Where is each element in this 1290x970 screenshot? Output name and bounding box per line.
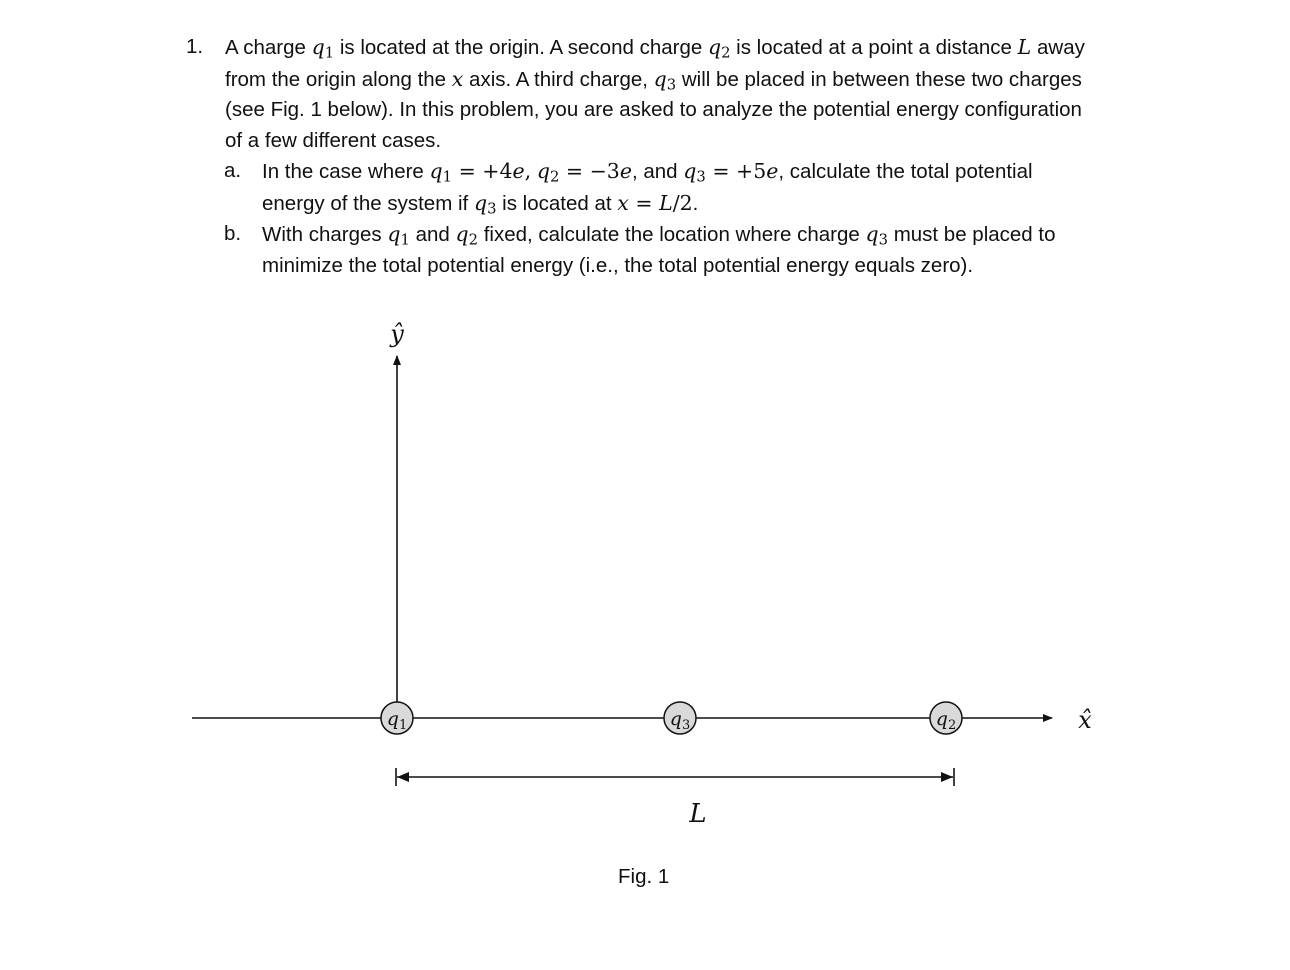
- part-a-label: a.: [224, 159, 242, 182]
- math-q1: $q_1$: [387, 222, 410, 249]
- text-fragment: is located at the origin. A second charge: [339, 36, 703, 59]
- figure-caption: Fig. 1: [618, 865, 670, 888]
- math-comma: ,: [524, 159, 532, 183]
- math-q1: $q_1$: [311, 35, 335, 62]
- math-equals: =: [635, 190, 653, 215]
- math-q3: $q_3$: [683, 159, 706, 186]
- intro-line-3: (see Fig. 1 below). In this problem, you are asked to analyze the potential energy configuration: [225, 98, 1082, 121]
- math-e: e: [619, 159, 632, 183]
- charge-q2: [930, 702, 962, 734]
- text-fragment: from the origin along the: [225, 67, 447, 91]
- text-fragment: energy of the system if: [262, 191, 469, 215]
- math-q3: $q_3$: [473, 190, 497, 218]
- math-x: x: [451, 66, 464, 91]
- math-q2: $q_2$: [707, 35, 731, 62]
- charge-q3: [664, 702, 696, 734]
- text-fragment: is located at: [502, 191, 612, 215]
- math-q2: $q_2$: [536, 159, 560, 186]
- text-fragment: , calculate the total potential: [778, 160, 1033, 183]
- charge-q3-label: $q_3$: [669, 708, 691, 733]
- math-eq-q3: = +5: [712, 159, 767, 183]
- text-fragment: .: [692, 191, 699, 215]
- text-fragment: must be placed to: [893, 223, 1056, 246]
- math-e: e: [512, 159, 525, 183]
- charge-q1-label: $q_1$: [386, 708, 408, 733]
- math-x: x: [617, 190, 629, 215]
- math-L: L: [1017, 35, 1032, 59]
- text-fragment: , and: [631, 160, 678, 183]
- math-eq-q1: = +4: [458, 159, 513, 183]
- math-q3: $q_3$: [865, 222, 888, 249]
- dimension-arrow-right: [941, 772, 953, 782]
- x-axis-label: x̂: [1078, 706, 1092, 734]
- distance-label: L: [689, 799, 707, 829]
- text-fragment: fixed, calculate the location where charge: [483, 223, 860, 246]
- charge-q1: [381, 702, 413, 734]
- part-b-label: b.: [224, 222, 242, 245]
- text-fragment: With charges: [262, 223, 382, 246]
- charge-q2-label: $q_2$: [935, 708, 957, 733]
- text-fragment: and: [415, 223, 450, 246]
- math-q3: $q_3$: [653, 66, 677, 94]
- math-q1: $q_1$: [429, 159, 453, 186]
- dimension-arrow-left: [397, 772, 409, 782]
- text-fragment: away: [1037, 36, 1085, 59]
- text-fragment: In the case where: [262, 160, 424, 183]
- text-fragment: is located at a point a distance: [736, 36, 1012, 59]
- problem-number: 1.: [186, 35, 204, 58]
- text-fragment: axis. A third charge,: [469, 67, 648, 91]
- math-eq-q2: = −3: [565, 159, 620, 183]
- math-e: e: [766, 159, 779, 183]
- part-b-line-2: minimize the total potential energy (i.e., the total potential energy equals zero).: [262, 253, 974, 277]
- intro-line-4: of a few different cases.: [225, 128, 442, 152]
- text-fragment: A charge: [225, 36, 306, 59]
- distance-dimension: [396, 768, 954, 786]
- math-L: L: [659, 190, 673, 215]
- math-q2: $q_2$: [455, 222, 478, 249]
- text-fragment: will be placed in between these two charges: [681, 67, 1082, 91]
- math-half: /2: [672, 190, 693, 215]
- y-axis-label: ŷ: [390, 320, 404, 348]
